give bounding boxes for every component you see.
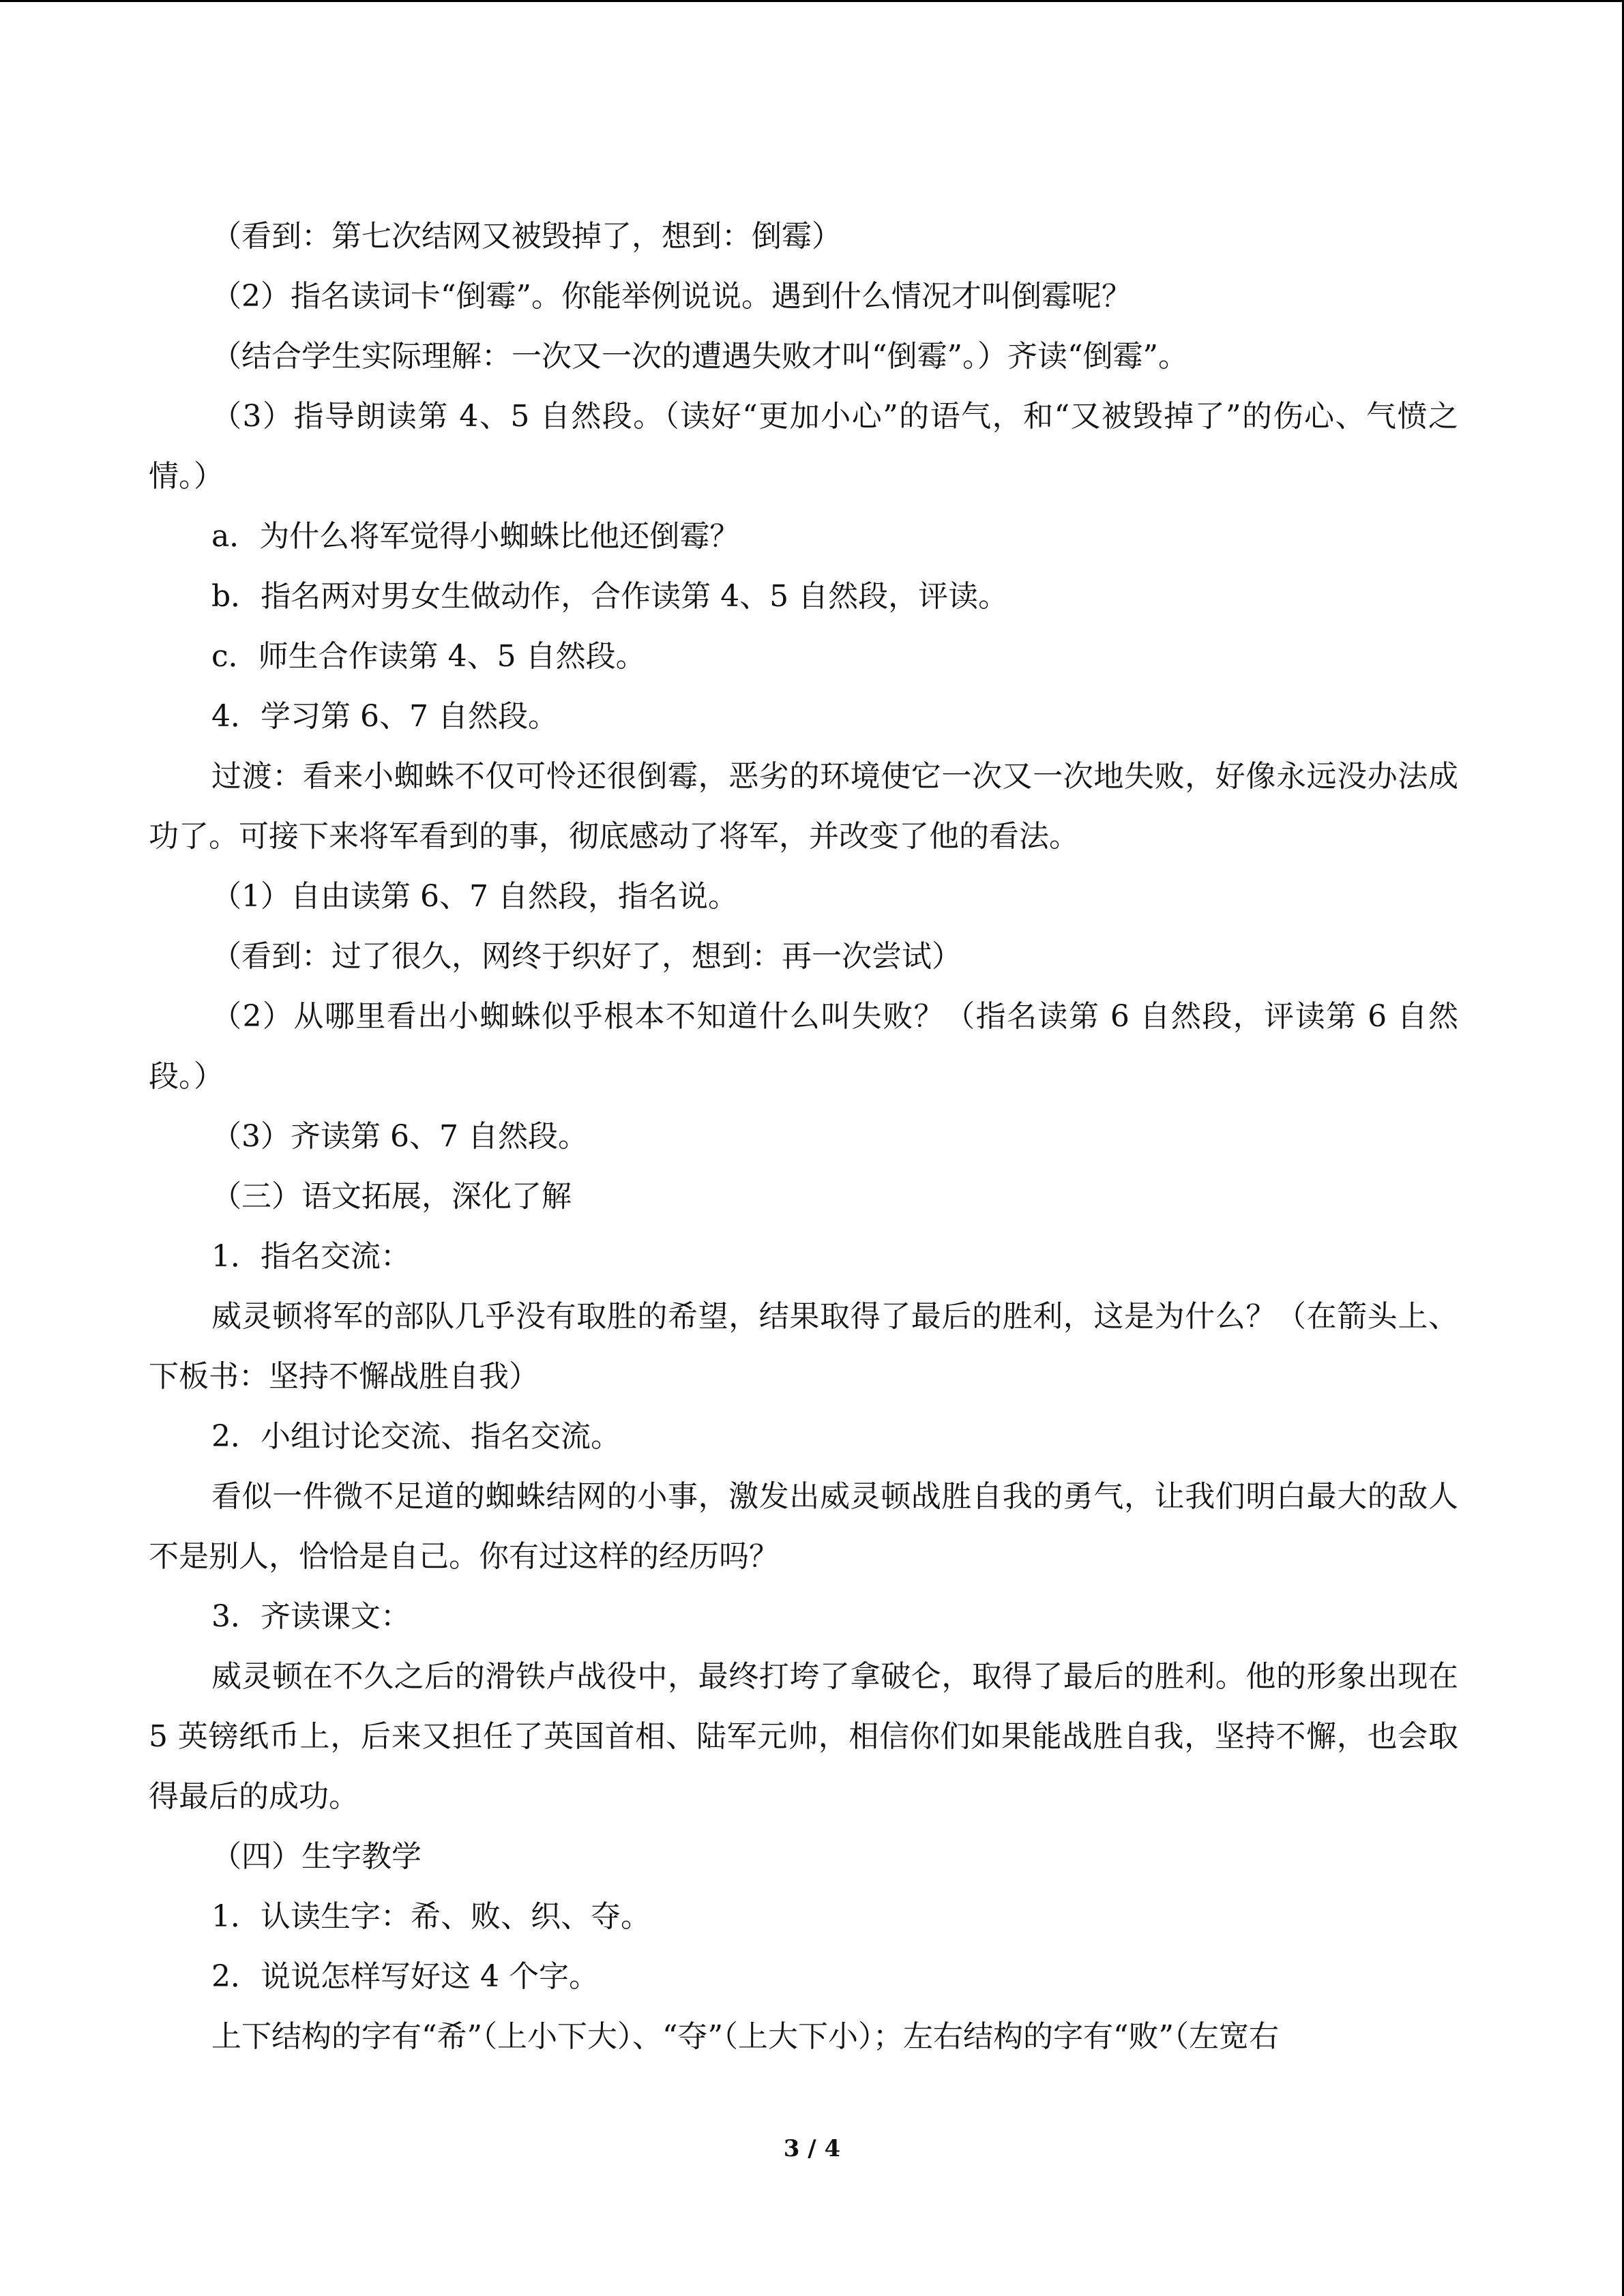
paragraph: 4．学习第 6、7 自然段。 xyxy=(211,699,558,734)
document-body xyxy=(149,207,1458,2067)
paragraph: 威灵顿将军的部队几乎没有取胜的希望，结果取得了最后的胜利，这是为什么？（在箭头上、下板书：坚持不懈战胜自我） xyxy=(149,1299,1458,1394)
paragraph: （2）指名读词卡“倒霉”。你能举例说说。遇到什么情况才叫倒霉呢？ xyxy=(211,279,1132,314)
paragraph: （四）生字教学 xyxy=(211,1839,422,1874)
paragraph: 威灵顿在不久之后的滑铁卢战役中，最终打垮了拿破仑，取得了最后的胜利。他的形象出现在 5 英镑纸币上，后来又担任了英国首相、陆军元帅，相信你们如果能战胜自我，坚持不懈，也会取得最后的成功。 xyxy=(149,1659,1458,1814)
paragraph: （1）自由读第 6、7 自然段，指名说。 xyxy=(211,879,738,914)
paragraph: （看到：第七次结网又被毁掉了，想到：倒霉） xyxy=(211,219,842,254)
paragraph: 2．说说怎样写好这 4 个字。 xyxy=(211,1959,599,1994)
paragraph: （2）从哪里看出小蜘蛛似乎根本不知道什么叫失败？（指名读第 6 自然段，评读第 6 自然段。） xyxy=(149,999,1458,1094)
paragraph: c．师生合作读第 4、5 自然段。 xyxy=(211,639,646,674)
paragraph: a．为什么将军觉得小蜘蛛比他还倒霉？ xyxy=(211,519,740,554)
paragraph: 过渡：看来小蜘蛛不仅可怜还很倒霉，恶劣的环境使它一次又一次地失败，好像永远没办法成功了。可接下来将军看到的事，彻底感动了将军，并改变了他的看法。 xyxy=(149,759,1458,854)
paragraph: b．指名两对男女生做动作，合作读第 4、5 自然段，评读。 xyxy=(211,579,1009,614)
paragraph: 2．小组讨论交流、指名交流。 xyxy=(211,1419,621,1454)
paragraph: 看似一件微不足道的蜘蛛结网的小事，激发出威灵顿战胜自我的勇气，让我们明白最大的敌人不是别人，恰恰是自己。你有过这样的经历吗？ xyxy=(149,1479,1458,1574)
paragraph: 3．齐读课文： xyxy=(211,1599,411,1634)
paragraph: （结合学生实际理解：一次又一次的遭遇失败才叫“倒霉”。）齐读“倒霉”。 xyxy=(211,339,1188,374)
paragraph: 1．认读生字：希、败、织、夺。 xyxy=(211,1899,651,1934)
paragraph: 1．指名交流： xyxy=(211,1239,411,1274)
paragraph: （三）语文拓展，深化了解 xyxy=(211,1179,572,1214)
page-number: 3 / 4 xyxy=(783,2135,841,2162)
paragraph: （3）齐读第 6、7 自然段。 xyxy=(211,1119,588,1154)
paragraph: （看到：过了很久，网终于织好了，想到：再一次尝试） xyxy=(211,939,962,974)
paragraph: 上下结构的字有“希”（上小下大）、“夺”（上大下小）；左右结构的字有“败”（左宽右 xyxy=(211,2019,1279,2054)
paragraph: （3）指导朗读第 4、5 自然段。（读好“更加小心”的语气，和“又被毁掉了”的伤心、气愤之情。） xyxy=(149,399,1458,494)
